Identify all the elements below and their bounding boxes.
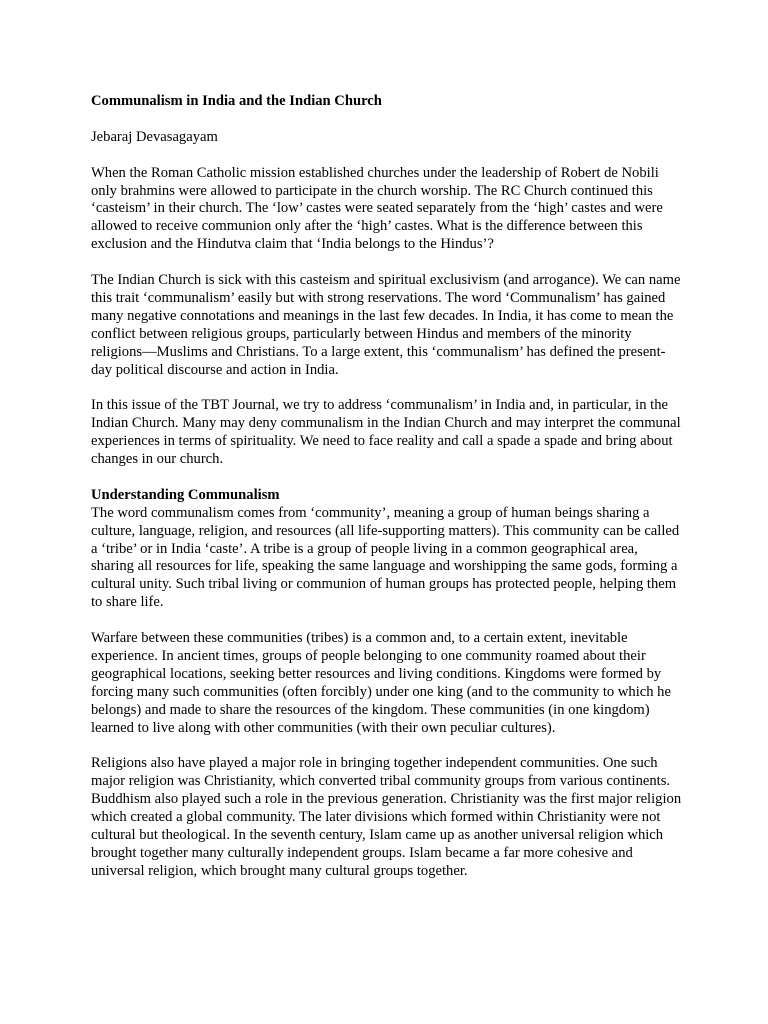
intro-paragraph-2: The Indian Church is sick with this casteism and spiritual exclusivism (and arrogance). We can name this trait ‘communalism’ easily but with strong reservations. The word ‘Communalism’ has gained many negative connotations and meanings in the last few decades. In India, it has come to mean the conflict between religious groups, particularly between Hindus and members of the minority religions—Muslims and Christians. To a large extent, this ‘communalism’ has defined the present-day political discourse and action in India.	[91, 272, 681, 378]
section-heading: Understanding Communalism	[91, 486, 280, 503]
document-author: Jebaraj Devasagayam	[91, 128, 218, 145]
intro-paragraph-1: When the Roman Catholic mission established churches under the leadership of Robert de Nobili only brahmins were allowed to participate in the church worship. The RC Church continued this ‘casteism’ in their church. The ‘low’ castes were seated separately from the ‘high’ castes and were allowed to receive communion only after the ‘high’ castes. What is the difference between this exclusion and the Hindutva claim that ‘India belongs to the Hindus’?	[91, 164, 663, 253]
document-page	[91, 93, 683, 899]
intro-paragraph-3: In this issue of the TBT Journal, we try to address ‘communalism’ in India and, in particular, in the Indian Church. Many may deny communalism in the Indian Church and may interpret the communal experiences in terms of spirituality. We need to face reality and call a spade a spade and bring about changes in our church.	[91, 397, 681, 468]
document-title: Communalism in India and the Indian Church	[91, 93, 382, 109]
section-paragraph-3: Religions also have played a major role in bringing together independent communities. One such major religion was Christianity, which converted tribal community groups from various continents. Buddhism also played such a role in the previous generation. Christianity was the first major religion which created a global community. The later divisions which formed within Christianity were not cultural but theological. In the seventh century, Islam came up as another universal religion which brought together many culturally independent groups. Islam became a far more cohesive and universal religion, which brought many cultural groups together.	[91, 755, 682, 879]
section-paragraph-1: The word communalism comes from ‘community’, meaning a group of human beings sharing a culture, language, religion, and resources (all life-supporting matters). This community can be called a ‘tribe’ or in India ‘caste’. A tribe is a group of people living in a common geographical area, sharing all resources for life, speaking the same language and worshipping the same gods, forming a cultural unity. Such tribal living or communion of human groups has protected people, helping them to share life.	[91, 504, 680, 611]
section-paragraph-2: Warfare between these communities (tribes) is a common and, to a certain extent, inevitable experience. In ancient times, groups of people belonging to one community roamed about their geographical locations, seeking better resources and living conditions. Kingdoms were formed by forcing many such communities (often forcibly) under one king (and to the community to which he belongs) and made to share the resources of the kingdom. These communities (in one kingdom) learned to live along with other communities (with their own peculiar cultures).	[91, 630, 671, 736]
